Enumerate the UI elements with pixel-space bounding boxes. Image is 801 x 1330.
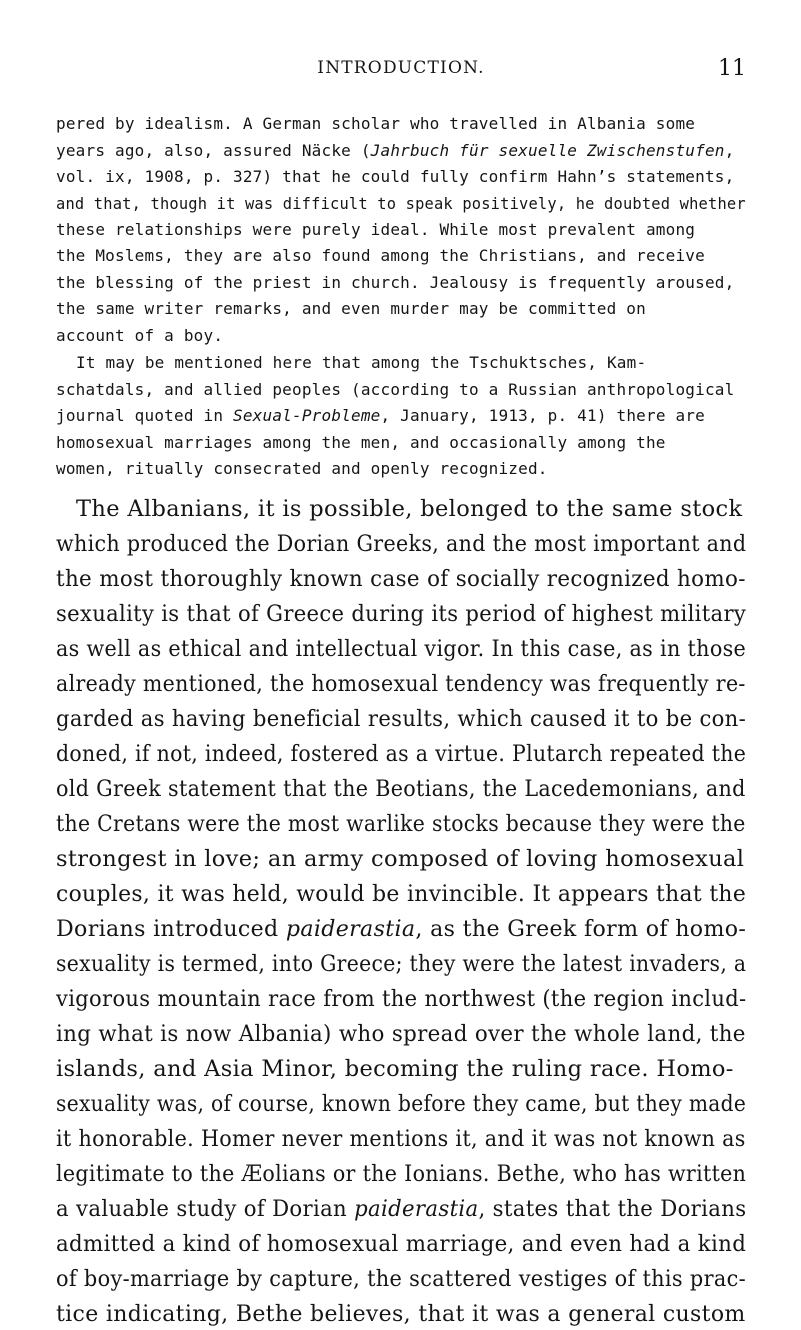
running-head <box>56 56 746 86</box>
text-line: tice indicating, Bethe believes, that it was a general custom <box>56 1301 746 1327</box>
text-line: islands, and Asia Minor, becoming the ruling race. Homo- <box>56 1056 734 1082</box>
text-line: sexuality is termed, into Greece; they were the latest invaders, a <box>56 951 747 977</box>
text-line: It may be mentioned here that among the Tschuktsches, Kam- <box>76 353 647 372</box>
text-line: the most thoroughly known case of socially recognized homo- <box>56 566 746 592</box>
text-line: sexuality is that of Greece during its period of highest military <box>56 601 747 627</box>
page-number: 11 <box>718 56 746 81</box>
text-line: vigorous mountain race from the northwest (the region includ- <box>56 986 747 1012</box>
text-line: it honorable. Homer never mentions it, and it was not known as <box>56 1126 746 1152</box>
text-line: couples, it was held, would be invincible. It appears that the <box>56 881 747 907</box>
text-line: as well as ethical and intellectual vigor. In this case, as in those <box>56 636 747 662</box>
text-line: legitimate to the Æolians or the Ionians. Bethe, who has written <box>56 1161 747 1187</box>
text-line: vol. ix, 1908, p. 327) that he could fully confirm Hahn’s statements, <box>56 167 735 186</box>
text-line: these relationships were purely ideal. While most prevalent among <box>56 220 696 239</box>
text-line: ing what is now Albania) who spread over the whole land, the <box>56 1021 746 1047</box>
text-line: schatdals, and allied peoples (according to a Russian anthropological <box>56 380 735 399</box>
text-line: a valuable study of Dorian paiderastia, states that the Dorians <box>56 1196 747 1222</box>
text-line: strongest in love; an army composed of loving homosexual <box>56 846 745 872</box>
text-line: account of a boy. <box>56 326 224 345</box>
text-line: sexuality was, of course, known before they came, but they made <box>56 1091 747 1117</box>
text-line: which produced the Dorian Greeks, and the most important and <box>56 531 747 557</box>
text-line: homosexual marriages among the men, and occasionally among the <box>56 433 666 452</box>
text-line: The Albanians, it is possible, belonged to the same stock <box>76 496 743 522</box>
text-line: of boy-marriage by capture, the scattered vestiges of this prac- <box>56 1266 747 1292</box>
text-line: doned, if not, indeed, fostered as a virtue. Plutarch repeated the <box>56 741 747 767</box>
text-line: admitted a kind of homosexual marriage, and even had a kind <box>56 1231 747 1257</box>
text-line: garded as having beneficial results, which caused it to be con- <box>56 706 747 732</box>
text-line: journal quoted in Sexual-Probleme, January, 1913, p. 41) there are <box>56 406 705 425</box>
running-title: INTRODUCTION. <box>317 58 485 78</box>
text-line: women, ritually consecrated and openly recognized. <box>56 459 548 478</box>
text-line: pered by idealism. A German scholar who travelled in Albania some <box>56 114 696 133</box>
text-line: the same writer remarks, and even murder may be committed on <box>56 299 646 318</box>
text-line: the blessing of the priest in church. Jealousy is frequently aroused, <box>56 273 735 292</box>
text-line: the Moslems, they are also found among the Christians, and receive <box>56 246 705 265</box>
text-line: old Greek statement that the Beotians, the Lacedemonians, and <box>56 776 746 802</box>
text-line: already mentioned, the homosexual tendency was frequently re- <box>56 671 746 697</box>
text-line: Dorians introduced paiderastia, as the Greek form of homo- <box>56 916 747 942</box>
text-line: the Cretans were the most warlike stocks because they were the <box>56 811 746 837</box>
text-line: years ago, also, assured Näcke (Jahrbuch für sexuelle Zwischenstufen, <box>56 141 735 160</box>
text-line: and that, though it was difficult to speak positively, he doubted whether <box>56 194 746 213</box>
